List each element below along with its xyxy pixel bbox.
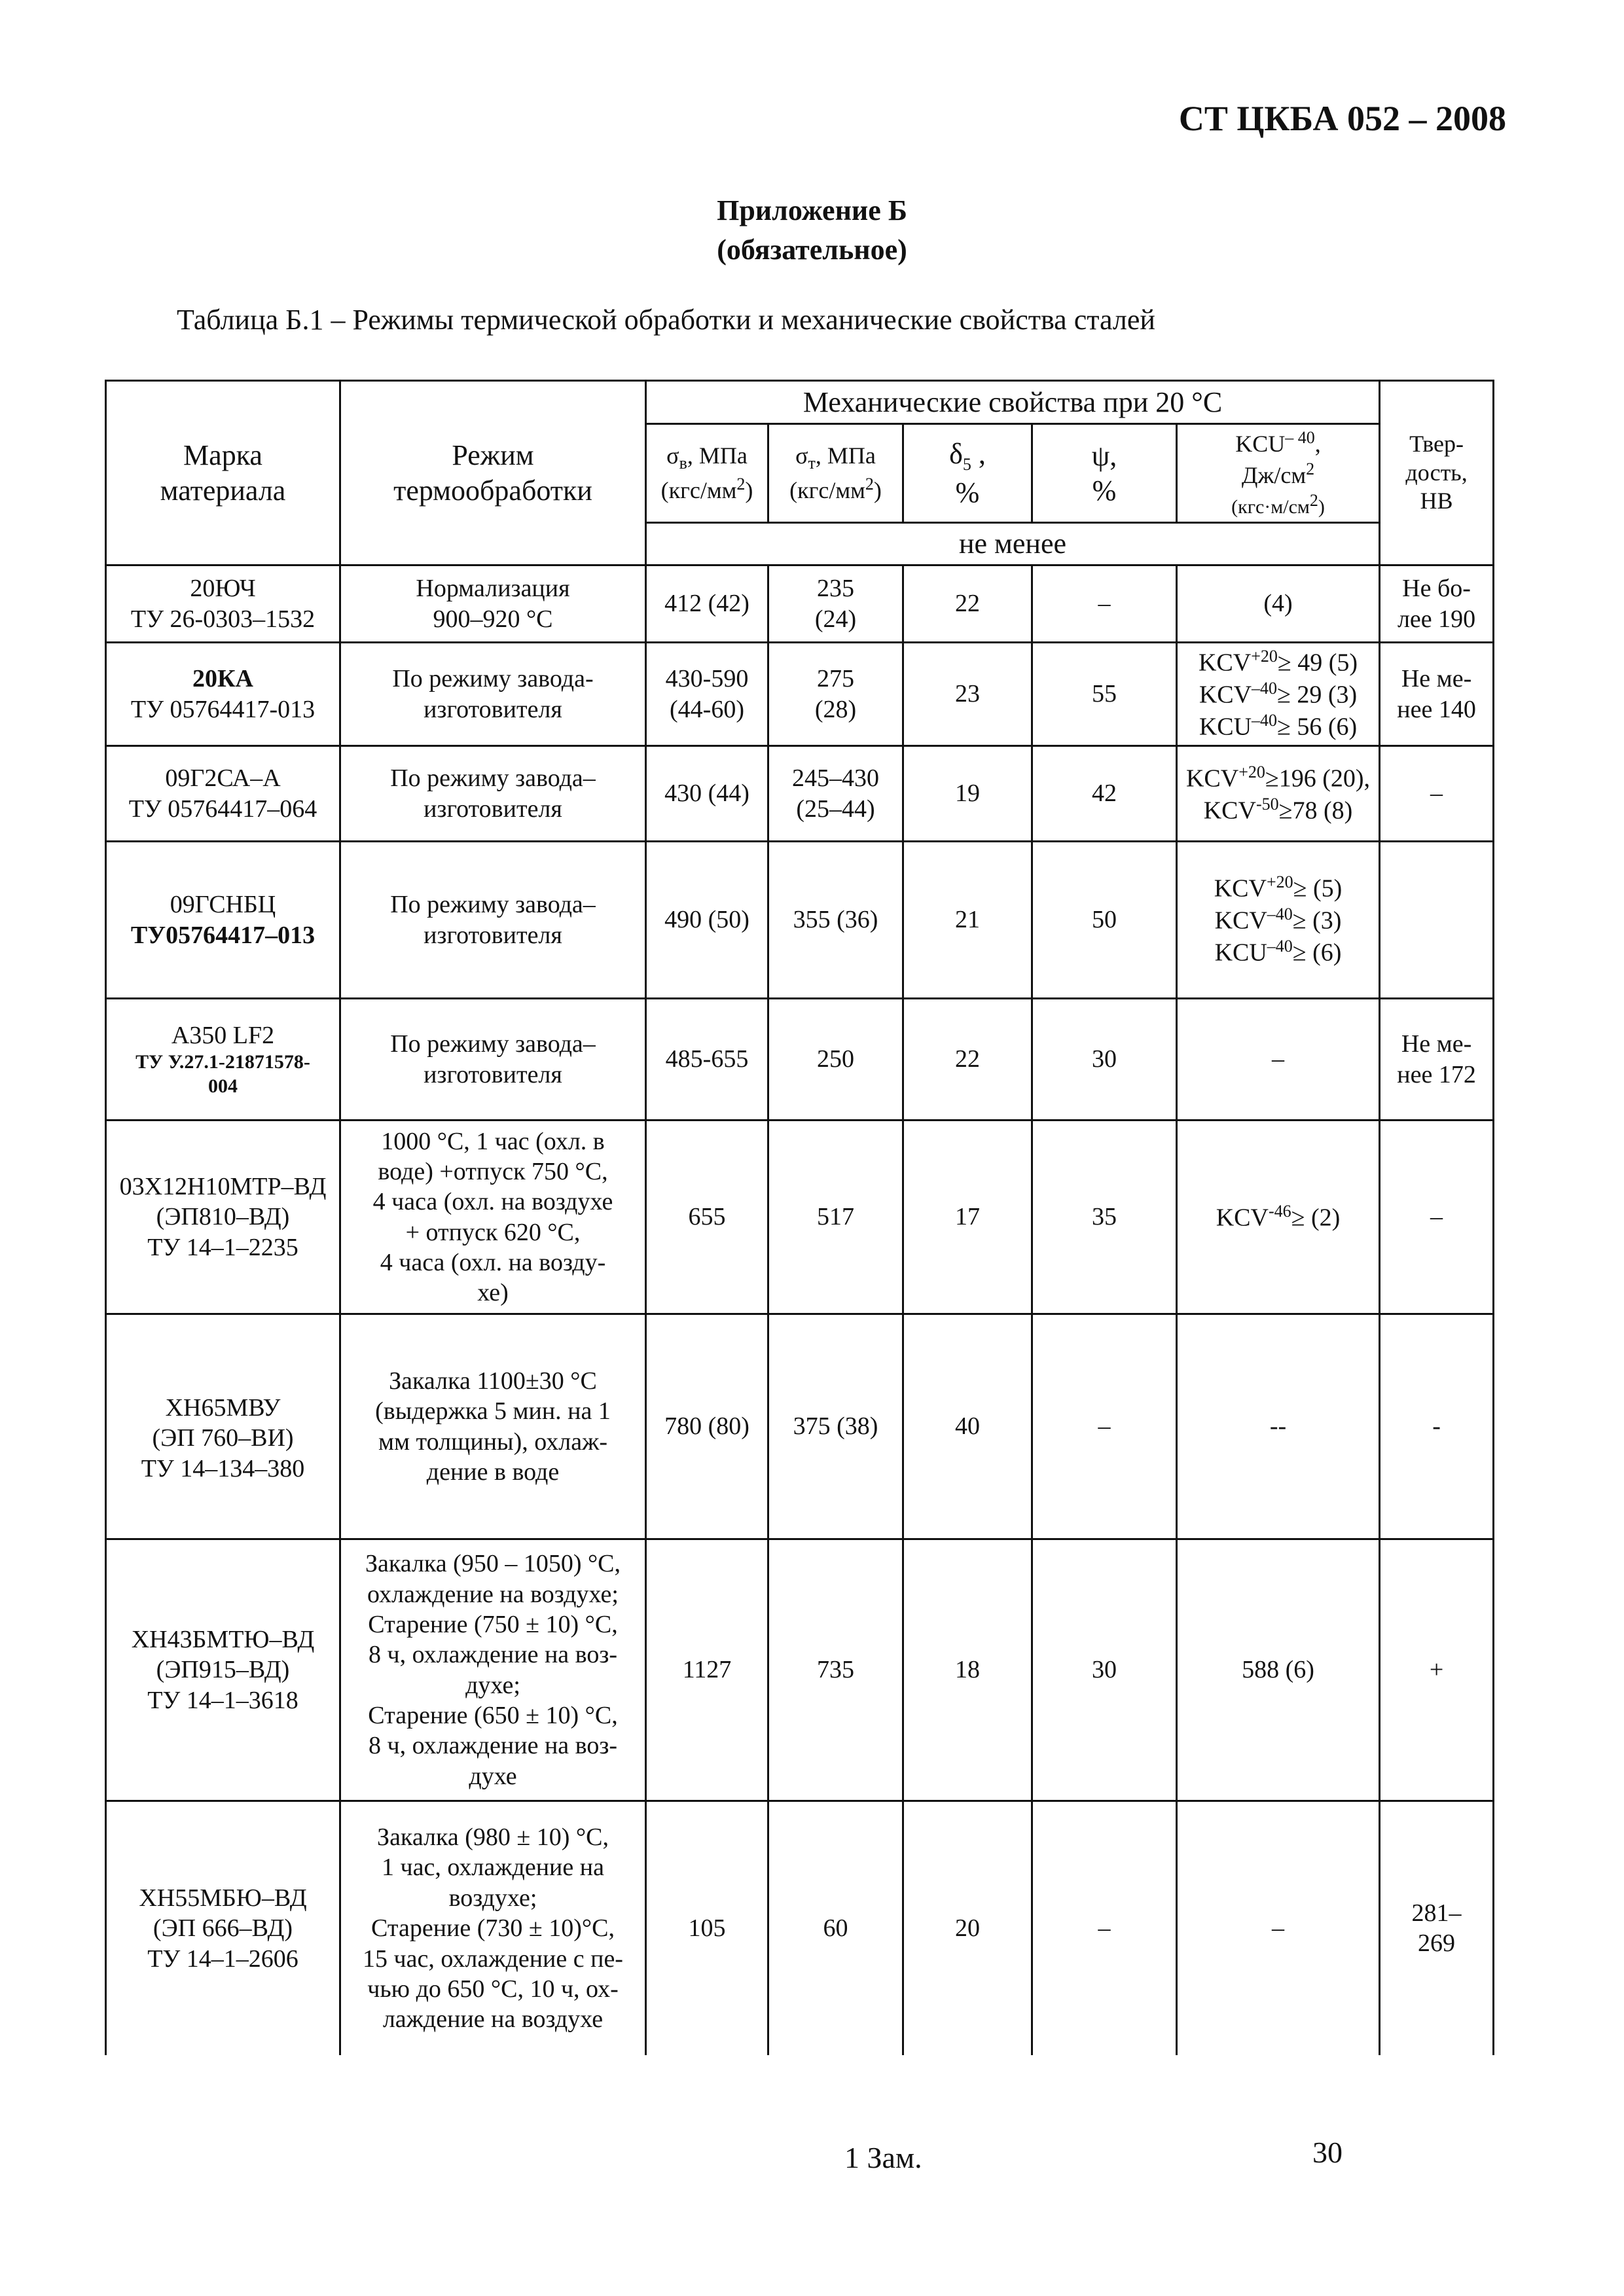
sigma-t-cell: 235 (24) [768,565,903,643]
sigma-t-cell: 735 [768,1539,903,1801]
elongation-cell: 23 [903,643,1032,746]
material-cell: ХН43БМТЮ–ВД (ЭП915–ВД) ТУ 14–1–3618 [106,1539,340,1801]
elongation-cell: 19 [903,746,1032,842]
impact-cell: $KCV^{+20}\ge 49$ (5) $KCV^{-40}\ge 29$ (3) $KCU^{-40}\ge 56$ (6) [1177,643,1380,746]
appendix-title: Приложение Б [717,194,907,226]
hardness-cell: Не бо- лее 190 [1380,565,1494,643]
sigma-t-cell: 245–430 (25–44) [768,746,903,842]
sigma-b-cell: 655 [646,1121,768,1314]
impact-cell: $KCV^{+20}\ge (5)$ $KCV^{-40}\ge (3)$ $KCU^{-40}\ge (6)$ [1177,842,1380,999]
header-sigma-b: $\sigma_в$, МПа $(кгс/мм^2)$ [646,424,768,523]
elongation-cell: 21 [903,842,1032,999]
table-row [106,1539,1494,1801]
table-row [106,999,1494,1121]
hardness-cell: Не ме- нее 140 [1380,643,1494,746]
elongation-cell: 22 [903,999,1032,1121]
hardness-cell: – [1380,746,1494,842]
reduction-cell: – [1032,1314,1177,1539]
table-row [106,746,1494,842]
material-cell: 20КА ТУ 05764417-013 [106,643,340,746]
hardness-cell: 281– 269 [1380,1801,1494,2055]
header-reduction: ψ, % [1032,424,1177,523]
header-min-note: не менее [646,523,1380,565]
elongation-cell: 20 [903,1801,1032,2055]
header-material: Марка материала [106,381,340,565]
header-mech-properties: Механические свойства при 20 °С [646,381,1380,424]
appendix-note: (обязательное) [717,234,907,266]
treatment-cell: Закалка 1100±30 °С (выдержка 5 мин. на 1 мм толщины), охлаж- дение в воде [340,1314,646,1539]
sigma-t-cell: 60 [768,1801,903,2055]
table-row [106,842,1494,999]
sigma-b-cell: 430-590 (44-60) [646,643,768,746]
hardness-cell: + [1380,1539,1494,1801]
treatment-cell: По режиму завода– изготовителя [340,999,646,1121]
sigma-t-cell: 275 (28) [768,643,903,746]
impact-cell: – [1177,1801,1380,2055]
hardness-cell [1380,842,1494,999]
elongation-cell: 17 [903,1121,1032,1314]
treatment-cell: По режиму завода- изготовителя [340,643,646,746]
table-row [106,1314,1494,1539]
reduction-cell: 30 [1032,999,1177,1121]
properties-table [105,380,1494,2055]
impact-cell: – [1177,999,1380,1121]
table-caption: Таблица Б.1 – Режимы термической обработки и механические свойства сталей [177,304,1155,336]
impact-cell: $KCV^{+20}\ge 196$ (20), $KCV^{-50}\ge 78$ (8) [1177,746,1380,842]
sigma-t-cell: 517 [768,1121,903,1314]
reduction-cell: 42 [1032,746,1177,842]
reduction-cell: – [1032,1801,1177,2055]
impact-cell: $KCV^{-46}\ge (2)$ [1177,1121,1380,1314]
header-impact: $KCU^{- 40}$, $Дж/см^2$ $(кгс\cdot м/см^2)$ [1177,424,1380,523]
sigma-b-cell: 485-655 [646,999,768,1121]
sigma-t-cell: 355 (36) [768,842,903,999]
sigma-b-cell: 490 (50) [646,842,768,999]
treatment-cell: По режиму завода– изготовителя [340,746,646,842]
sigma-t-cell: 375 (38) [768,1314,903,1539]
material-cell: 09Г2СА–А ТУ 05764417–064 [106,746,340,842]
impact-cell: 588 (6) [1177,1539,1380,1801]
material-cell: 20ЮЧ ТУ 26-0303–1532 [106,565,340,643]
impact-cell: -- [1177,1314,1380,1539]
reduction-cell: – [1032,565,1177,643]
table-row [106,1801,1494,2055]
material-cell: ХН65МВУ (ЭП 760–ВИ) ТУ 14–134–380 [106,1314,340,1539]
document-code: СТ ЦКБА 052 – 2008 [1178,99,1506,138]
reduction-cell: 35 [1032,1121,1177,1314]
treatment-cell: По режиму завода– изготовителя [340,842,646,999]
treatment-cell: Нормализация 900–920 °С [340,565,646,643]
page-number: 30 [1312,2136,1343,2169]
sigma-b-cell: 105 [646,1801,768,2055]
impact-cell: (4) [1177,565,1380,643]
material-cell: ХН55МБЮ–ВД (ЭП 666–ВД) ТУ 14–1–2606 [106,1801,340,2055]
table-row [106,1121,1494,1314]
treatment-cell: 1000 °С, 1 час (охл. в воде) +отпуск 750 °С, 4 часа (охл. на воздухе + отпуск 620 °С, 4 часа (охл. на возду- хе) [340,1121,646,1314]
elongation-cell: 18 [903,1539,1032,1801]
sigma-b-cell: 1127 [646,1539,768,1801]
sigma-b-cell: 430 (44) [646,746,768,842]
sigma-b-cell: 780 (80) [646,1314,768,1539]
hardness-cell: Не ме- нее 172 [1380,999,1494,1121]
elongation-cell: 22 [903,565,1032,643]
footer-revision-note: 1 Зам. [844,2141,922,2174]
header-sigma-t: $\sigma_т$, МПа $(кгс/мм^2)$ [768,424,903,523]
elongation-cell: 40 [903,1314,1032,1539]
material-cell: 09ГСНБЦ ТУ05764417–013 [106,842,340,999]
sigma-b-cell: 412 (42) [646,565,768,643]
hardness-cell: – [1380,1121,1494,1314]
material-cell: 03Х12Н10МТР–ВД (ЭП810–ВД) ТУ 14–1–2235 [106,1121,340,1314]
table-row [106,643,1494,746]
treatment-cell: Закалка (980 ± 10) °С, 1 час, охлаждение на воздухе; Старение (730 ± 10)°С, 15 час, охлаждение с пе- чью до 650 °С, 10 ч, ох- лаждение на воздухе [340,1801,646,2055]
reduction-cell: 50 [1032,842,1177,999]
treatment-cell: Закалка (950 – 1050) °С, охлаждение на воздухе; Старение (750 ± 10) °С, 8 ч, охлаждение на воз- духе; Старение (650 ± 10) °С, 8 ч, охлаждение на воз- духе [340,1539,646,1801]
reduction-cell: 30 [1032,1539,1177,1801]
table-row [106,565,1494,643]
hardness-cell: - [1380,1314,1494,1539]
header-treatment: Режим термообработки [340,381,646,565]
reduction-cell: 55 [1032,643,1177,746]
header-hardness: Твер- дость, НВ [1380,381,1494,565]
sigma-t-cell: 250 [768,999,903,1121]
material-cell: А350 LF2 ТУ У.27.1-21871578- 004 [106,999,340,1121]
header-elongation: $\delta_5$ , % [903,424,1032,523]
